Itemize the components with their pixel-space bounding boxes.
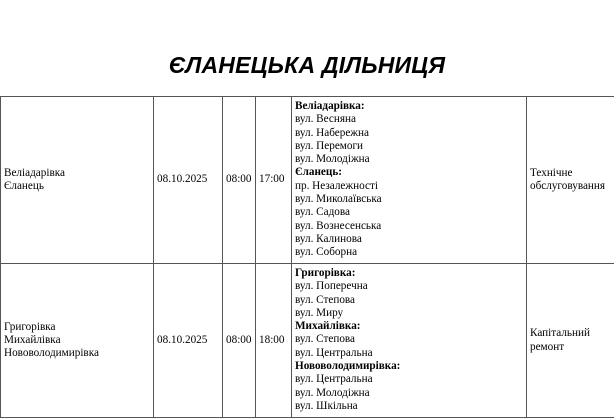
date-cell: 08.10.2025: [154, 264, 223, 418]
end-time-cell: 18:00: [256, 264, 292, 418]
street-item: вул. Весняна: [295, 113, 523, 126]
table-row: [1, 97, 614, 264]
street-item: вул. Степова: [295, 294, 523, 307]
date-cell: 08.10.2025: [154, 97, 223, 264]
start-time-cell: 08:00: [223, 264, 256, 418]
street-item: вул. Перемоги: [295, 140, 523, 153]
street-item: вул. Шкільна: [295, 400, 523, 413]
settlement-name: Григорівка: [4, 321, 150, 334]
table-row: [1, 264, 614, 418]
village-heading: Єланець:: [295, 166, 523, 179]
work-type-cell: Капітальний ремонт: [527, 264, 614, 418]
village-heading: Григорівка:: [295, 267, 523, 280]
settlement-name: Нововолодимирівка: [4, 347, 150, 360]
street-item: вул. Миколаївська: [295, 193, 523, 206]
settlement-name: Веліадарівка: [4, 167, 150, 180]
settlement-name: Єланець: [4, 180, 150, 193]
street-item: вул. Миру: [295, 307, 523, 320]
street-item: вул. Центральна: [295, 373, 523, 386]
start-time-cell: 08:00: [223, 97, 256, 264]
settlements-cell: [1, 264, 154, 418]
end-time-cell: 17:00: [256, 97, 292, 264]
street-item: вул. Степова: [295, 333, 523, 346]
section-title: ЄЛАНЕЦЬКА ДІЛЬНИЦЯ: [0, 52, 614, 79]
village-heading: Веліадарівка:: [295, 100, 523, 113]
street-item: вул. Центральна: [295, 347, 523, 360]
street-item: вул. Вознесенська: [295, 220, 523, 233]
street-item: вул. Поперечна: [295, 280, 523, 293]
work-type-cell: Технічне обслуговування: [527, 97, 614, 264]
street-item: пр. Незалежності: [295, 180, 523, 193]
settlements-cell: [1, 97, 154, 264]
street-item: вул. Молодіжна: [295, 387, 523, 400]
street-item: вул. Набережна: [295, 127, 523, 140]
street-item: вул. Соборна: [295, 246, 523, 259]
street-item: вул. Садова: [295, 206, 523, 219]
outage-schedule-table: [0, 96, 614, 418]
village-heading: Нововолодимирівка:: [295, 360, 523, 373]
streets-cell: [292, 97, 527, 264]
settlement-name: Михайлівка: [4, 334, 150, 347]
village-heading: Михайлівка:: [295, 320, 523, 333]
street-item: вул. Калинова: [295, 233, 523, 246]
street-item: вул. Молодіжна: [295, 153, 523, 166]
streets-cell: [292, 264, 527, 418]
